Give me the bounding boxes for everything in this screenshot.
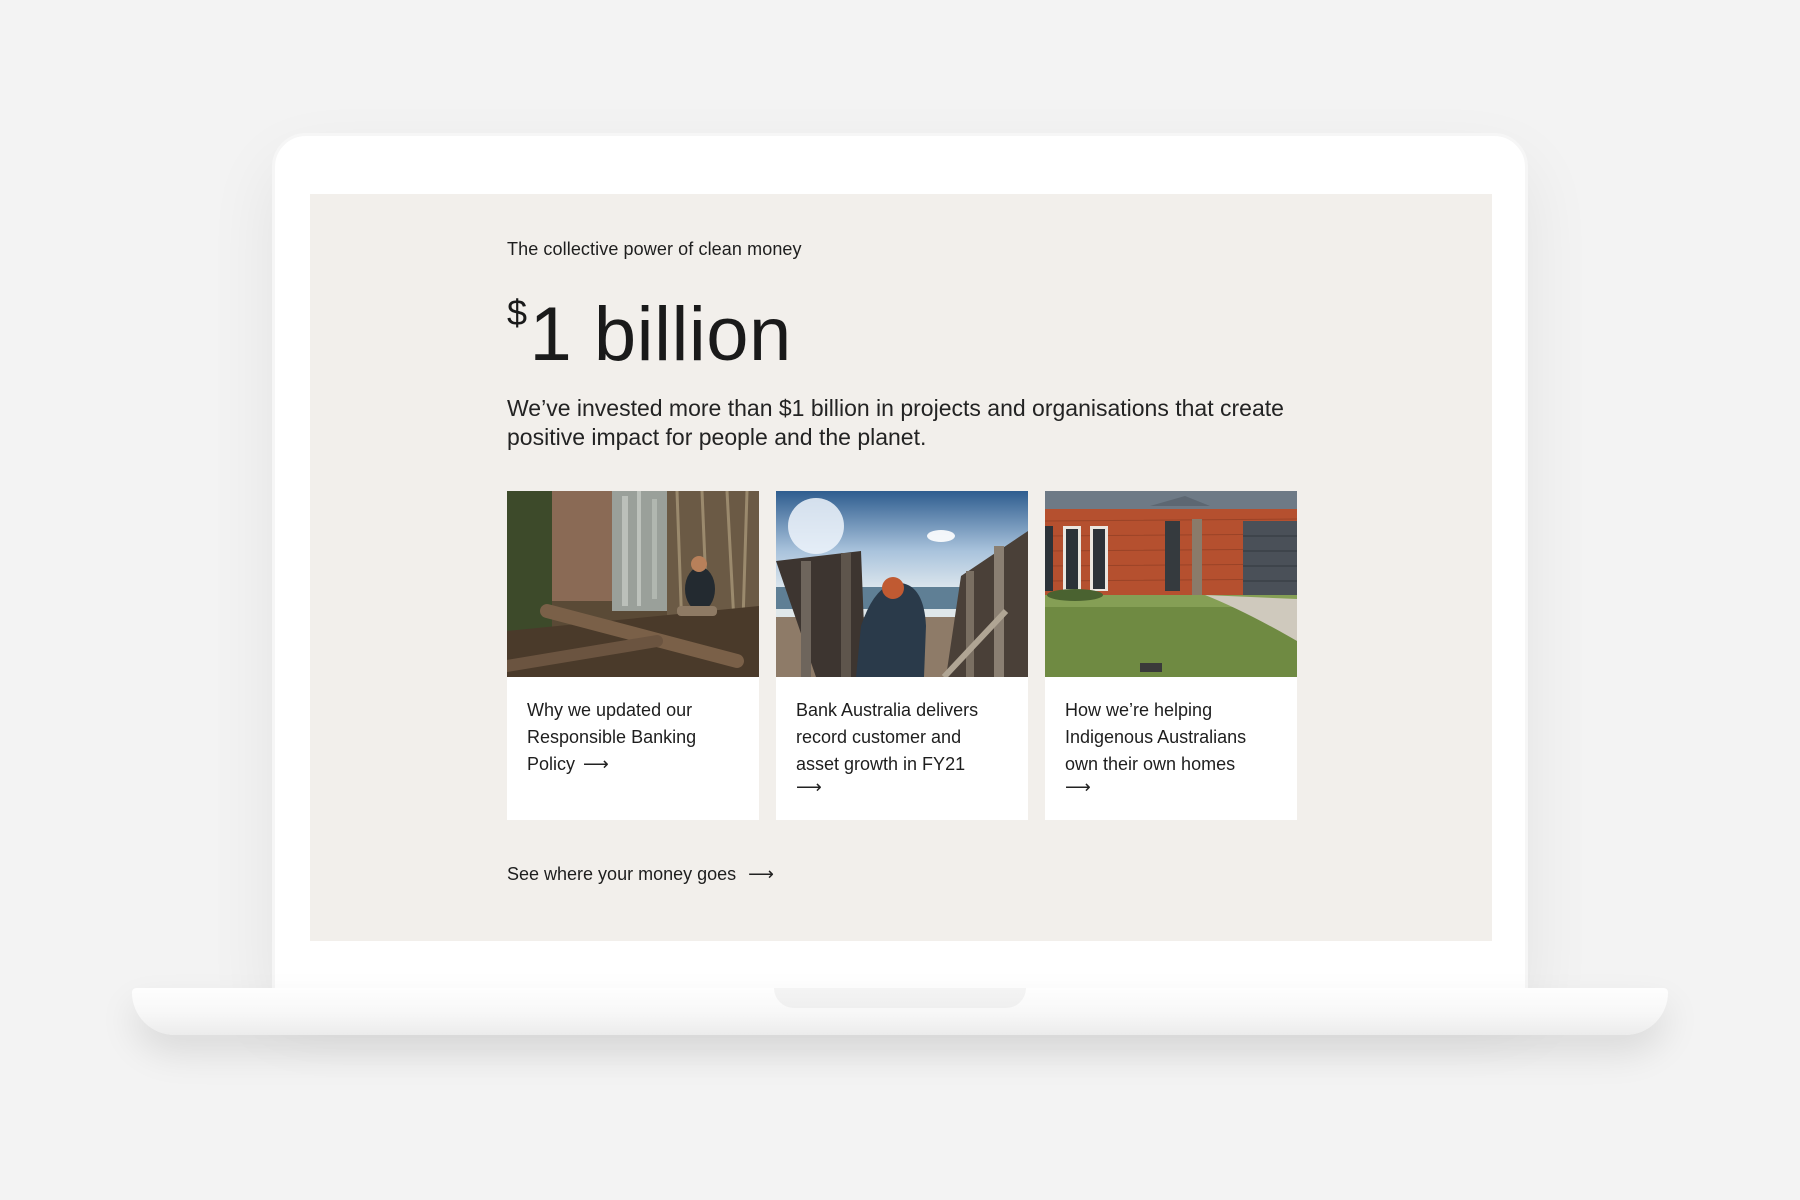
headline-value: 1 billion bbox=[529, 292, 792, 377]
card-title bbox=[776, 677, 1028, 797]
card-title-text: How we’re helping Indigenous Australians own their own homes bbox=[1065, 700, 1247, 774]
arrow-right-icon: ⟶ bbox=[748, 864, 774, 885]
card-title-text: Bank Australia delivers record customer and asset growth in FY21 bbox=[796, 700, 979, 774]
card-title bbox=[1045, 677, 1297, 797]
brick-house-photo bbox=[1045, 491, 1297, 677]
impact-headline bbox=[507, 292, 792, 377]
section-eyebrow: The collective power of clean money bbox=[507, 239, 802, 259]
card-title-text: Why we updated our Responsible Banking Policy bbox=[527, 700, 697, 774]
arrow-right-icon: ⟶ bbox=[583, 754, 609, 775]
story-card-responsible-banking[interactable] bbox=[507, 491, 759, 820]
link-label: See where your money goes bbox=[507, 864, 737, 884]
card-title bbox=[507, 677, 759, 778]
arrow-right-icon: ⟶ bbox=[1065, 777, 1091, 798]
beach-stairs-photo bbox=[776, 491, 1028, 677]
laptop-screen bbox=[310, 194, 1492, 941]
waterfall-forest-photo bbox=[507, 491, 759, 677]
story-card-indigenous-home-ownership[interactable] bbox=[1045, 491, 1297, 820]
laptop-notch bbox=[774, 988, 1026, 1008]
story-card-fy21-growth[interactable] bbox=[776, 491, 1028, 820]
currency-symbol: $ bbox=[507, 292, 528, 333]
section-lede: We’ve invested more than $1 billion in projects and organisations that create positive impact for people and the planet. bbox=[507, 395, 1284, 450]
arrow-right-icon: ⟶ bbox=[796, 777, 822, 798]
story-cards bbox=[507, 491, 1297, 820]
see-where-money-goes-link[interactable] bbox=[507, 864, 774, 885]
